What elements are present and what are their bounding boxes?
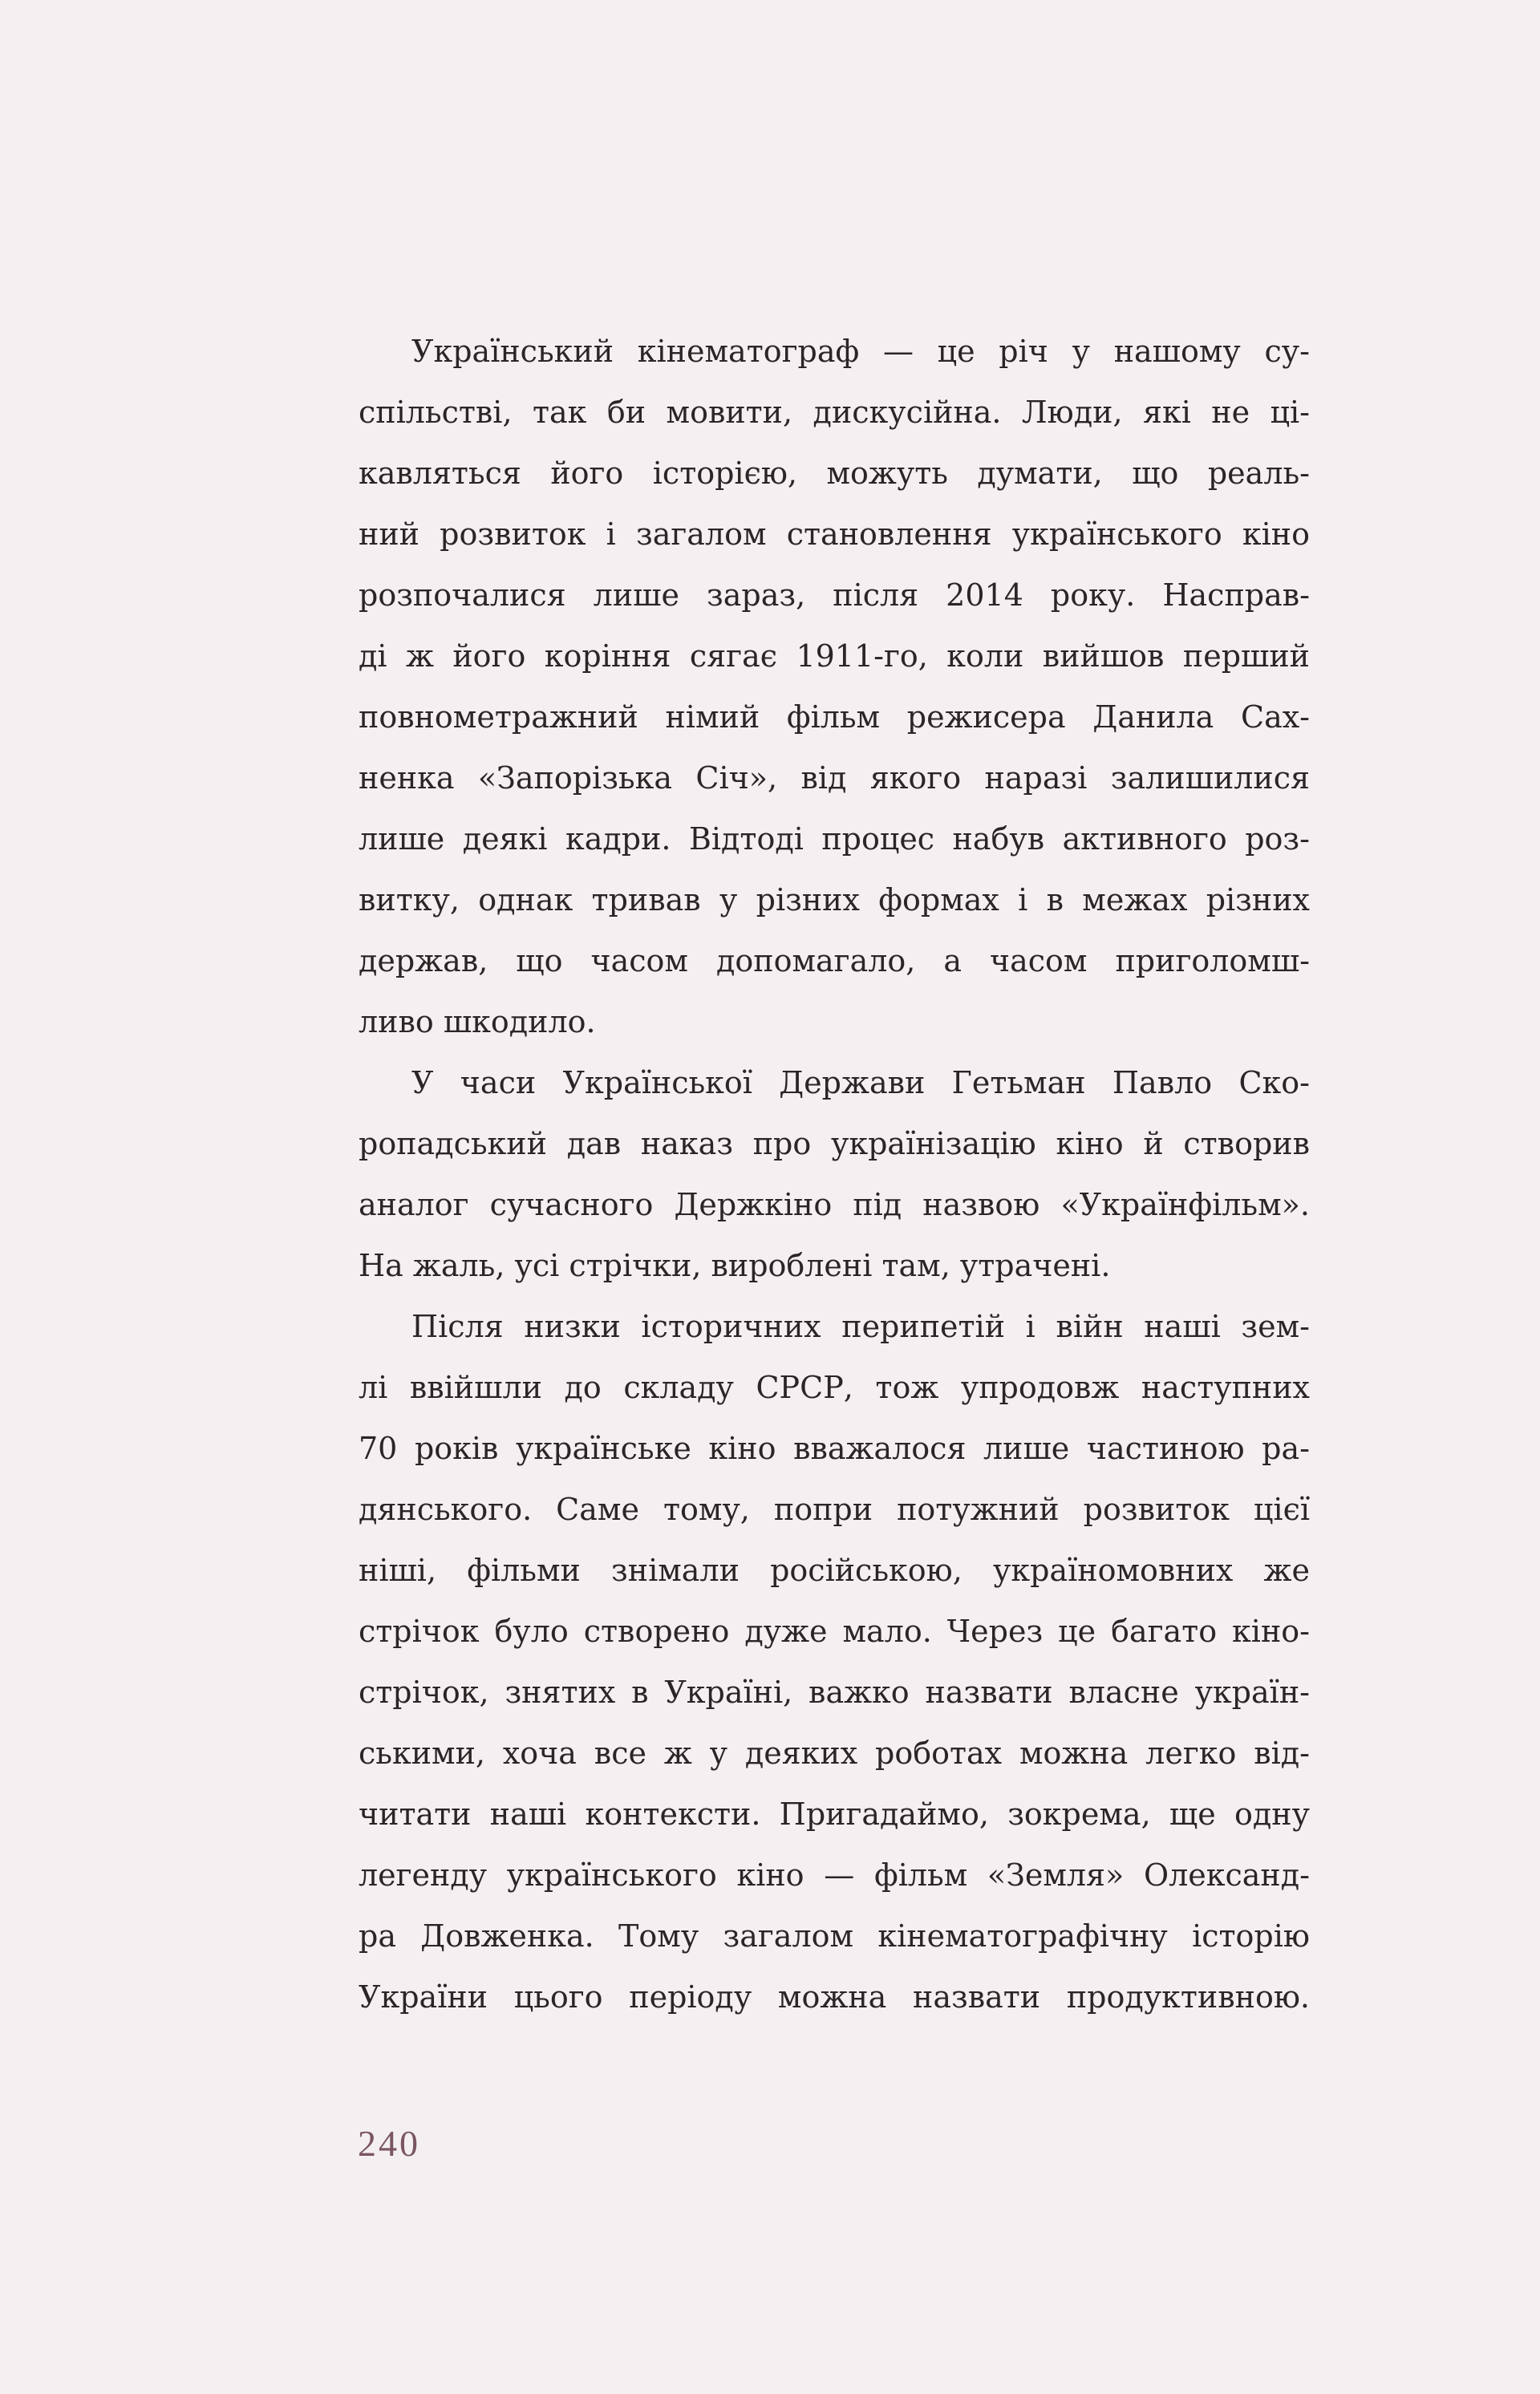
paragraph-2-line-1: У часи Української Держави Гетьман Павло Ско- [411, 1065, 1310, 1100]
paragraph-1-line-7: повнометражний німий фільм режисера Данила Сах- [359, 699, 1310, 735]
paragraph-3-line-5: ніші, фільми знімали російською, україномовних же [359, 1553, 1310, 1588]
paragraph-2-line-2: ропадський дав наказ про українізацію кіно й створив [359, 1126, 1310, 1161]
paragraph-2-line-3: аналог сучасного Держкіно під назвою «Українфільм». [359, 1187, 1310, 1222]
paragraph-1-line-8: ненка «Запорізька Січ», від якого наразі залишилися [359, 760, 1310, 796]
paragraph-1-line-3: кавляться його історією, можуть думати, що реаль- [359, 456, 1310, 491]
paragraph-1-line-9: лише деякі кадри. Відтоді процес набув активного роз- [359, 821, 1310, 857]
paragraph-3-line-3: 70 років українське кіно вважалося лише частиною ра- [359, 1431, 1310, 1466]
paragraph-1-line-4: ний розвиток і загалом становлення українського кіно [359, 516, 1310, 552]
page-number: 240 [358, 2123, 420, 2164]
paragraph-3-line-12: України цього періоду можна назвати продуктивною. [359, 1979, 1310, 2015]
paragraph-3-line-2: лі ввійшли до складу СРСР, тож упродовж наступних [359, 1370, 1310, 1405]
paragraph-1-line-10: витку, однак тривав у різних формах і в межах різних [359, 882, 1310, 917]
paragraph-3-line-4: дянського. Саме тому, попри потужний розвиток цієї [359, 1492, 1310, 1527]
paragraph-3-line-1: Після низки історичних перипетій і війн наші зем- [411, 1309, 1310, 1344]
paragraph-2-line-4: На жаль, усі стрічки, вироблені там, утрачені. [359, 1248, 1111, 1283]
paragraph-3-line-6: стрічок було створено дуже мало. Через це багато кіно- [359, 1614, 1310, 1649]
paragraph-1-line-12: ливо шкодило. [359, 1004, 596, 1039]
paragraph-1-line-2: спільстві, так би мовити, дискусійна. Люди, які не ці- [359, 395, 1310, 430]
body-text [359, 321, 1310, 2027]
paragraph-1-line-6: ді ж його коріння сягає 1911-го, коли вийшов перший [359, 638, 1310, 674]
paragraph-3-line-7: стрічок, знятих в Україні, важко назвати власне україн- [359, 1675, 1310, 1710]
paragraph-1-line-1: Український кінематограф — це річ у нашому су- [411, 334, 1310, 369]
paragraph-3-line-10: легенду українського кіно — фільм «Земля» Олександ- [359, 1857, 1310, 1893]
paragraph-3-line-8: ськими, хоча все ж у деяких роботах можна легко від- [359, 1736, 1310, 1771]
paragraph-1-line-5: розпочалися лише зараз, після 2014 року. Насправ- [359, 577, 1310, 613]
paragraph-3-line-11: ра Довженка. Тому загалом кінематографічну історію [359, 1918, 1310, 1954]
paragraph-1-line-11: держав, що часом допомагало, а часом приголомш- [359, 943, 1310, 978]
paragraph-3-line-9: читати наші контексти. Пригадаймо, зокрема, ще одну [359, 1797, 1310, 1832]
